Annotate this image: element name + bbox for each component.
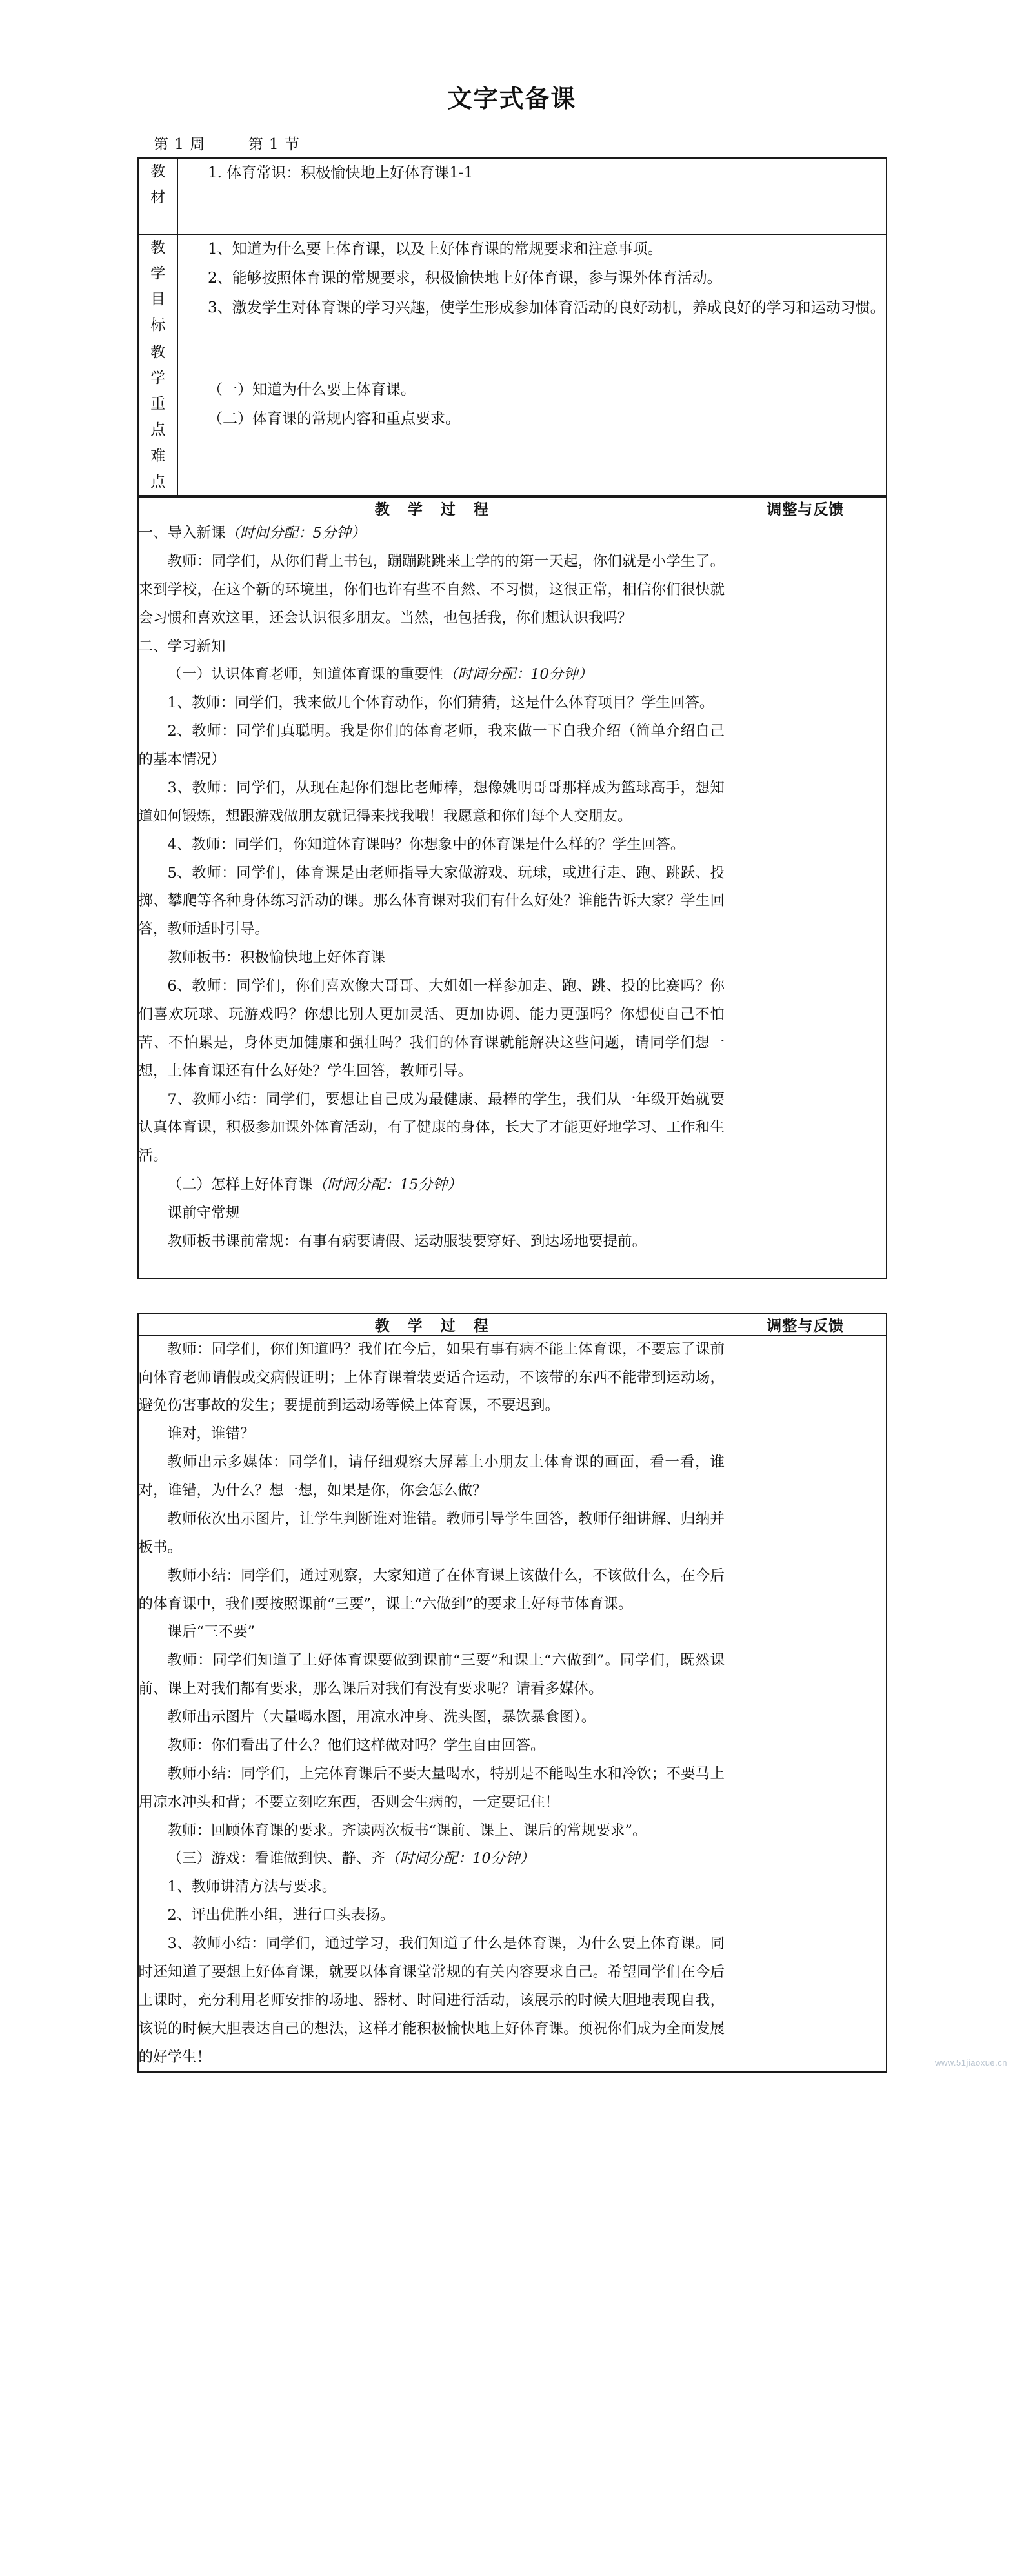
table-row-textbook [138, 158, 887, 234]
teaching-process-table-page2 [137, 1313, 887, 2073]
feedback-content-page1-part2[interactable] [725, 1171, 887, 1278]
row-label-textbook: 教 材 [138, 158, 178, 234]
process-column-header: 教 学 过 程 [138, 497, 725, 519]
process-content-page1-part2: （二）怎样上好体育课（时间分配：15分钟） 课前守常规 教师板书课前常规：有事有病要请假、运动服装要穿好、到达场地要提前。 [138, 1171, 725, 1278]
row-label-keypoints: 教 学 重 点 难 点 [138, 339, 178, 496]
row-label-objectives: 教 学 目 标 [138, 234, 178, 339]
table-row-keypoints [138, 339, 887, 496]
process-content-page2: 教师：同学们，你们知道吗？我们在今后，如果有事有病不能上体育课，不要忘了课前向体育老师请假或交病假证明；上体育课着装要适合运动，不该带的东西不能带到运动场，避免伤害事故的发生；要提前到运动场等候上体育课，不要迟到。 谁对，谁错？ 教师出示多媒体：同学们，请仔细观察大屏幕上小朋友上体育课的画面，看一看，谁对，谁错，为什么？想一想，如果是你，你会怎么做？ 教师依次出示图片，让学生判断谁对谁错。教师引导学生回答，教师仔细讲解、归纳并板书。 教师小结：同学们，通过观察，大家知道了在体育课上该做什么，不该做什么，在今后的体育课中，我们要按照课前“三要”，课上“六做到”的要求上好每节体育课。 课后“三不要” 教师：同学们知道了上好体育课要做到课前“三要”和课上“六做到”。同学们，既然课前、课上对我们都有要求，那么课后对我们有没有要求呢？请看多媒体。 教师出示图片（大量喝水图，用凉水冲身、洗头图，暴饮暴食图）。 教师：你们看出了什么？他们这样做对吗？学生自由回答。 教师小结：同学们，上完体育课后不要大量喝水，特别是不能喝生水和冷饮；不要马上用凉水冲头和背；不要立刻吃东西，否则会生病的，一定要记住！ 教师：回顾体育课的要求。齐读两次板书“课前、课上、课后的常规要求”。 （三）游戏：看谁做到快、静、齐（时间分配：10分钟） 1、教师讲清方法与要求。 2、评出优胜小组，进行口头表扬。 3、教师小结：同学们，通过学习，我们知道了什么是体育课，为什么要上体育课。同时还知道了要想上好体育课，就要以体育课堂常规的有关内容要求自己。希望同学们在今后上课时，充分利用老师安排的场地、器材、时间进行活动，该展示的时候大胆地表现自我，该说的时候大胆表达自己的想法，这样才能积极愉快地上好体育课。预祝你们成为全面发展的好学生！ [138, 1335, 725, 2072]
week-section-meta: 第 1 周 第 1 节 [154, 136, 300, 153]
process-header-row-page2 [138, 1313, 887, 1336]
process-column-header-page2: 教 学 过 程 [138, 1313, 725, 1336]
process-header-row [138, 497, 887, 519]
teaching-process-table-page1 [137, 496, 887, 1279]
feedback-content-page2[interactable] [725, 1335, 887, 2072]
row-content-keypoints: （一）知道为什么要上体育课。 （二）体育课的常规内容和重点要求。 [178, 339, 887, 496]
page-title: 文字式备课 [447, 84, 577, 113]
table-row-objectives [138, 234, 887, 339]
feedback-content-page1[interactable] [725, 519, 887, 1171]
row-content-textbook: 1. 体育常识：积极愉快地上好体育课1-1 [178, 158, 887, 234]
lesson-info-table [137, 157, 887, 496]
feedback-column-header: 调整与反馈 [725, 497, 887, 519]
site-watermark: www.51jiaoxue.cn [934, 2058, 1007, 2068]
row-content-objectives: 1、知道为什么要上体育课，以及上好体育课的常规要求和注意事项。 2、能够按照体育课的常规要求，积极愉快地上好体育课，参与课外体育活动。 3、激发学生对体育课的学习兴趣，使学生形成参加体育活动的良好动机，养成良好的学习和运动习惯。 [178, 234, 887, 339]
process-content-page1: 一、导入新课（时间分配：5分钟） 教师：同学们，从你们背上书包，蹦蹦跳跳来上学的的第一天起，你们就是小学生了。来到学校，在这个新的环境里，你们也许有些不自然、不习惯，这很正常，相信你们很快就会习惯和喜欢这里，还会认识很多朋友。当然，也包括我，你们想认识我吗？ 二、学习新知 （一）认识体育老师，知道体育课的重要性（时间分配：10分钟） 1、教师：同学们，我来做几个体育动作，你们猜猜，这是什么体育项目？学生回答。 2、教师：同学们真聪明。我是你们的体育老师，我来做一下自我介绍（简单介绍自己的基本情况） 3、教师：同学们，从现在起你们想比老师棒，想像姚明哥哥那样成为篮球高手，想知道如何锻炼，想跟游戏做朋友就记得来找我哦！我愿意和你们每个人交朋友。 4、教师：同学们，你知道体育课吗？你想象中的体育课是什么样的？学生回答。 5、教师：同学们，体育课是由老师指导大家做游戏、玩球，或进行走、跑、跳跃、投掷、攀爬等各种身体练习活动的课。那么体育课对我们有什么好处？谁能告诉大家？学生回答，教师适时引导。 教师板书：积极愉快地上好体育课 6、教师：同学们，你们喜欢像大哥哥、大姐姐一样参加走、跑、跳、投的比赛吗？你们喜欢玩球、玩游戏吗？你想比别人更加灵活、更加协调、能力更强吗？你想使自己不怕苦、不怕累是，身体更加健康和强壮吗？我们的体育课就能解决这些问题，请同学们想一想，上体育课还有什么好处？学生回答，教师引导。 7、教师小结：同学们，要想让自己成为最健康、最棒的学生，我们从一年级开始就要认真体育课，积极参加课外体育活动，有了健康的身体，长大了才能更好地学习、工作和生活。 [138, 519, 725, 1171]
page-break-gap [0, 1279, 1024, 1313]
process-body-row [138, 519, 887, 1171]
process-body-row-page2 [138, 1335, 887, 2072]
process-body-row-2 [138, 1171, 887, 1278]
feedback-column-header-page2: 调整与反馈 [725, 1313, 887, 1336]
